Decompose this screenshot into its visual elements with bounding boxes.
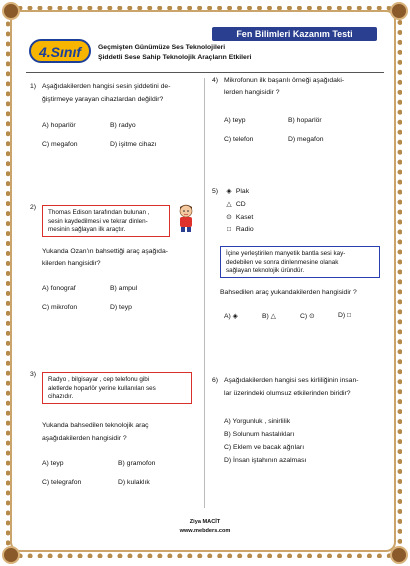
q3-option-b[interactable]: B) gramofon	[118, 460, 156, 467]
q6-option-c[interactable]: C) Eklem ve bacak ağrıları	[224, 444, 305, 451]
corner-knot	[390, 2, 408, 20]
q3-text-line-1: Yukanda bahsedilen teknolojik araç	[42, 422, 149, 429]
q4-option-b[interactable]: B) hoparlör	[288, 117, 322, 124]
column-divider	[204, 78, 205, 508]
header-divider	[26, 72, 384, 73]
grade-badge: 4.Sınıf	[29, 39, 91, 63]
list-item-label: Kaset	[235, 214, 254, 221]
q1-option-c[interactable]: C) megafon	[42, 141, 78, 148]
triangle-icon: △	[226, 201, 232, 208]
q2-box-line-2: sesin kaydedilmesi ve tekrar dinlen-	[48, 217, 148, 225]
q5-info-box	[220, 246, 380, 278]
corner-knot	[2, 2, 20, 20]
q6-option-b[interactable]: B) Solunum hastalıkları	[224, 431, 295, 438]
q3-option-a[interactable]: A) teyp	[42, 460, 64, 467]
footer-author: Ziya MACİT	[189, 519, 221, 525]
q2-box-line-3: mesinin sağlayan ilk araçtır.	[48, 226, 126, 233]
list-item-label: Plak	[235, 188, 250, 195]
q6-text-line-2: lar üzerindeki olumsuz etkilerinden biridir?	[224, 390, 351, 397]
q5-box-line-2: dedebilen ve sonra dinlenmesine olanak	[226, 258, 339, 266]
list-item-label: Radio	[235, 226, 254, 233]
q5-option-d[interactable]: D) □	[338, 312, 352, 319]
q5-option-a[interactable]: A) ◈	[224, 313, 238, 320]
q5-option-c[interactable]: C) ⊙	[300, 313, 315, 320]
subtitle-line-1: Geçmişten Günümüze Ses Teknolojileri	[98, 44, 226, 51]
q5-prompt: Bahsedilen araç yukandakilerden hangisidir ?	[220, 289, 357, 296]
q1-option-b[interactable]: B) radyo	[110, 122, 136, 129]
q2-text-line-1: Yukanda Ozan'ın bahsettiği araç aşağıda-	[42, 248, 168, 255]
q5-box-line-3: sağlayan teknolojik üründür.	[226, 267, 305, 274]
q2-number: 2)	[30, 204, 37, 211]
q4-text-line-2: lerden hangisidir ?	[224, 89, 280, 96]
q6-text-line-1: Aşağıdakilerden hangisi ses kirliliğinin insan-	[224, 377, 359, 384]
subtitle-line-2: Şiddetli Sese Sahip Teknolojik Araçların Etkileri	[98, 54, 252, 61]
q2-option-a[interactable]: A) fonograf	[42, 285, 76, 292]
q6-number: 6)	[212, 377, 219, 384]
q1-option-a[interactable]: A) hoparlör	[42, 122, 76, 129]
q2-option-b[interactable]: B) ampul	[110, 285, 138, 292]
q5-box-line-1: İçine yerleştirilen manyetik bantla sesi kay-	[226, 250, 346, 257]
q6-option-d[interactable]: D) İnsan iştahının azalması	[224, 457, 307, 464]
q5-number: 5)	[212, 188, 219, 195]
q4-option-d[interactable]: D) megafon	[288, 136, 324, 143]
q5-list-item-kaset	[224, 213, 253, 221]
q5-list-item-cd	[224, 200, 246, 208]
q2-box-line-1: Thomas Edison tarafından bulunan ,	[48, 209, 150, 216]
q3-box-line-2: aletlerde hoparlör yerine kullanılan ses	[48, 384, 156, 392]
corner-knot	[2, 546, 20, 564]
q3-box-line-1: Radyo , bilgisayar , cep telefonu gibi	[48, 376, 150, 383]
q1-number: 1)	[30, 83, 37, 90]
boy-character-icon	[175, 203, 197, 233]
q4-number: 4)	[212, 77, 219, 84]
q2-option-d[interactable]: D) teyp	[110, 304, 132, 311]
square-icon: □	[226, 226, 232, 233]
q5-list-item-radio	[224, 226, 254, 233]
q3-text-line-2: aşağıdakilerden hangisidir ?	[42, 435, 127, 442]
q4-option-c[interactable]: C) telefon	[224, 136, 254, 143]
q4-option-a[interactable]: A) teyp	[224, 117, 246, 124]
q3-option-d[interactable]: D) kulaklık	[118, 479, 150, 486]
q3-number: 3)	[30, 371, 37, 378]
q6-option-a[interactable]: A) Yorgunluk , sinirlilik	[224, 418, 291, 425]
q2-option-c[interactable]: C) mikrofon	[42, 304, 78, 311]
q2-info-box	[42, 205, 170, 237]
corner-knot	[390, 546, 408, 564]
q2-text-line-2: kilerden hangisidir?	[42, 260, 101, 267]
q4-text-line-1: Mikrofonun ilk başarılı örneği aşağıdaki-	[224, 77, 345, 84]
diamond-icon: ◈	[226, 188, 232, 195]
q1-text-line-1: Aşağıdakilerden hangisi sesin şiddetini de-	[42, 83, 171, 90]
q1-text-line-2: ğiştirmeye yarayan cihazlardan değildir?	[42, 96, 164, 103]
circle-dot-icon: ⊙	[226, 214, 232, 221]
q1-option-d[interactable]: D) işitme cihazı	[110, 141, 157, 148]
q3-option-c[interactable]: C) telegrafon	[42, 479, 82, 486]
list-item-label: CD	[235, 201, 246, 208]
q3-info-box	[42, 372, 192, 404]
q5-list-item-plak	[224, 187, 249, 195]
q3-box-line-3: cihazıdır.	[48, 393, 74, 400]
footer-website[interactable]: www.mebders.com	[179, 528, 231, 534]
q5-option-b[interactable]: B) △	[262, 313, 276, 320]
test-title: Fen Bilimleri Kazanım Testi	[212, 27, 377, 41]
